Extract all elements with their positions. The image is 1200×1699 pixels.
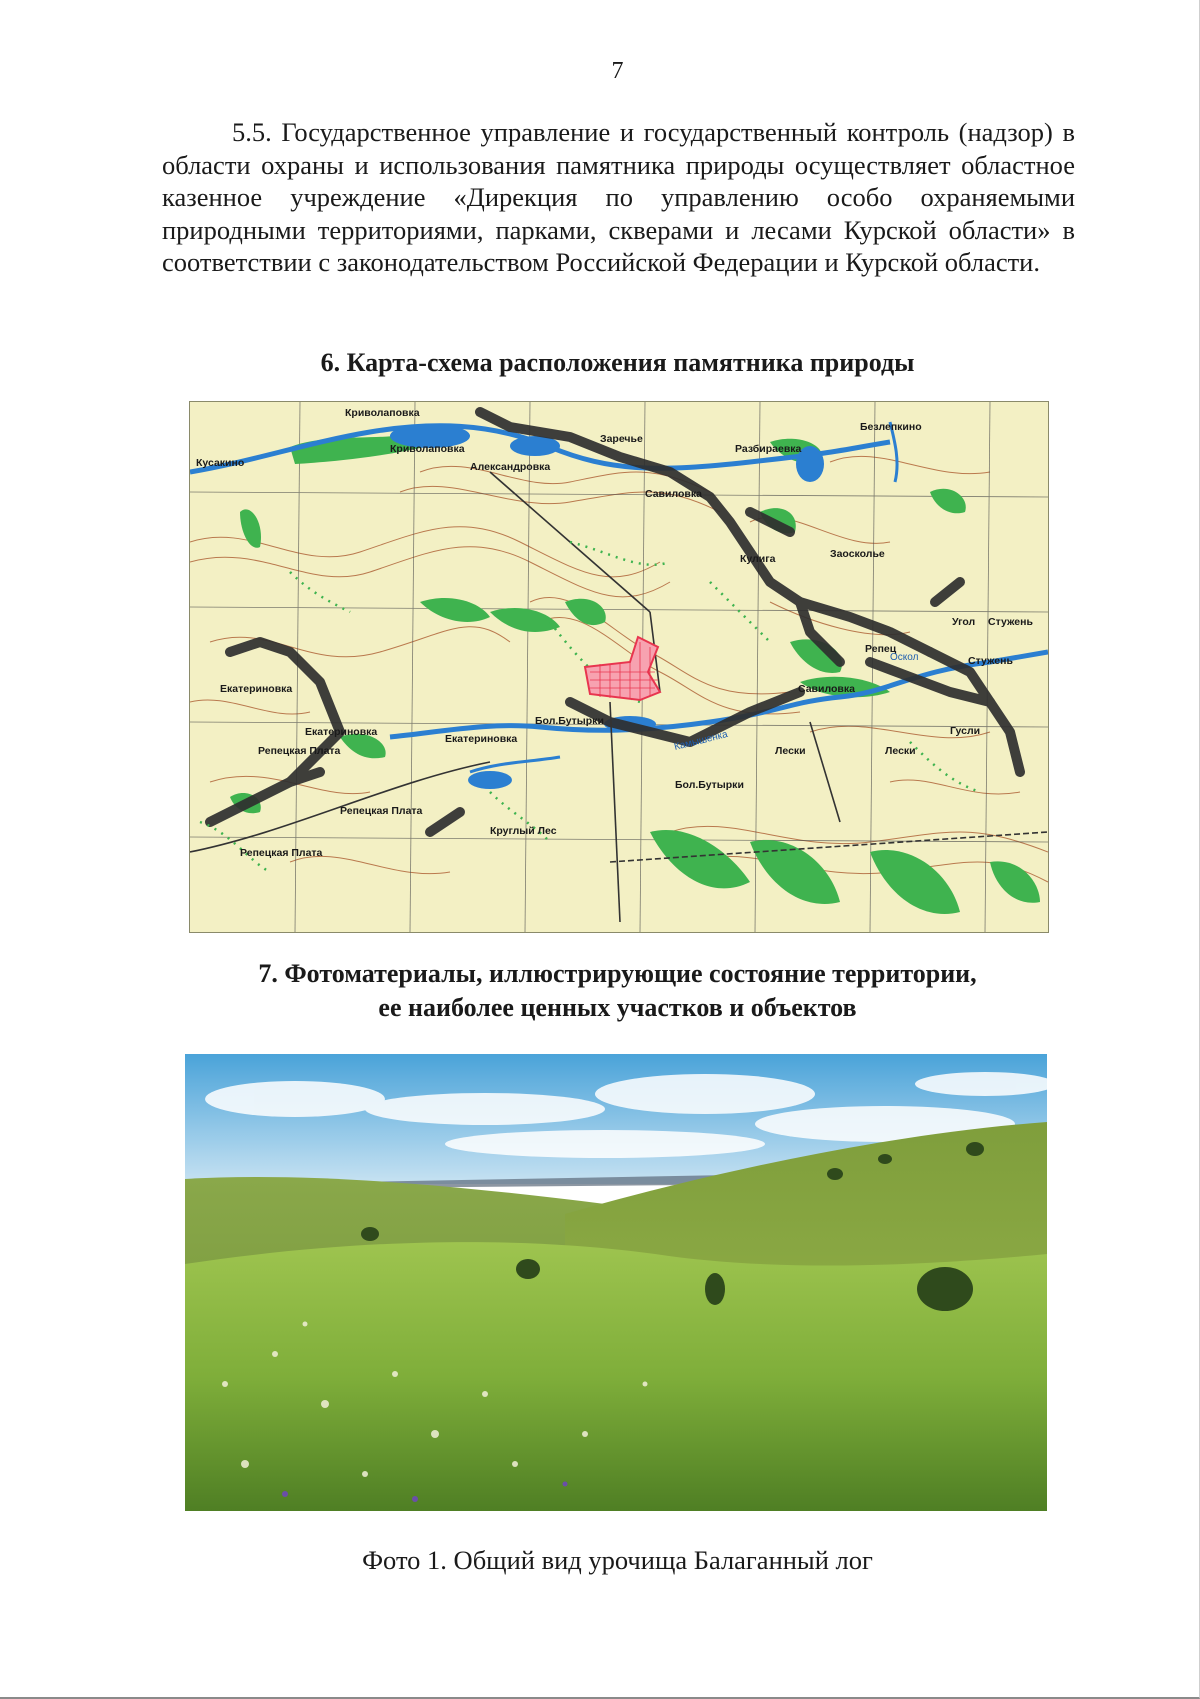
map-label: Бол.Бутырки	[535, 715, 604, 727]
map-label: Екатериновка	[445, 733, 518, 745]
meadow	[185, 1242, 1047, 1511]
landscape-photo	[185, 1054, 1047, 1511]
section-6-heading: 6. Карта-схема расположения памятника природы	[320, 348, 915, 377]
map-label: Екатериновка	[220, 683, 293, 695]
map-label: Криволаповка	[345, 407, 420, 419]
map-label: Савиловка	[798, 683, 855, 695]
section-7-heading-line2: ее наиболее ценных участков и объектов	[378, 993, 857, 1022]
section-7-heading-line1: 7. Фотоматериалы, иллюстрирующие состояние территории,	[258, 959, 977, 988]
map-label: Кулига	[740, 553, 776, 565]
river-label: Камышенка	[673, 729, 729, 753]
map-label: Кусакино	[196, 457, 245, 469]
section-7-heading	[0, 957, 1200, 1025]
map-label: Криволаповка	[390, 443, 465, 455]
map-label: Репец	[865, 643, 897, 655]
map-label: Лески	[775, 745, 806, 757]
page-number: 7	[611, 58, 624, 84]
map-label: Заосколье	[830, 548, 885, 560]
river-label: Оскол	[890, 652, 919, 663]
map-label: Заречье	[600, 433, 643, 445]
section-5-5-paragraph: 5.5. Государственное управление и государственный контроль (надзор) в области охраны и использования памятника природы осуществляет областное казенное учреждение «Дирекция по управлению особо охраняемыми природными территориями, парками, скверами и лесами Курской области» в соответствии с законодательством Российской Федерации и Курской области.	[162, 117, 1075, 277]
map-label: Екатериновка	[305, 726, 378, 738]
map-label: Гусли	[950, 725, 981, 737]
map-label: Бол.Бутырки	[675, 779, 744, 791]
map-label: Стужень	[968, 655, 1013, 667]
map-label: Репецкая Плата	[240, 847, 323, 859]
map-label: Лески	[885, 745, 916, 757]
map-label: Репецкая Плата	[258, 745, 341, 757]
map-label: Разбираевка	[735, 443, 802, 455]
map-label: Угол	[952, 616, 976, 628]
photo-caption: Фото 1. Общий вид урочища Балаганный лог	[362, 1545, 873, 1575]
location-map	[189, 401, 1049, 933]
map-label: Александровка	[470, 461, 551, 473]
map-label: Савиловка	[645, 488, 702, 500]
map-label: Репецкая Плата	[340, 805, 423, 817]
map-label: Безлепкино	[860, 421, 922, 433]
map-label: Стужень	[988, 616, 1033, 628]
map-label: Круглый Лес	[490, 825, 557, 837]
